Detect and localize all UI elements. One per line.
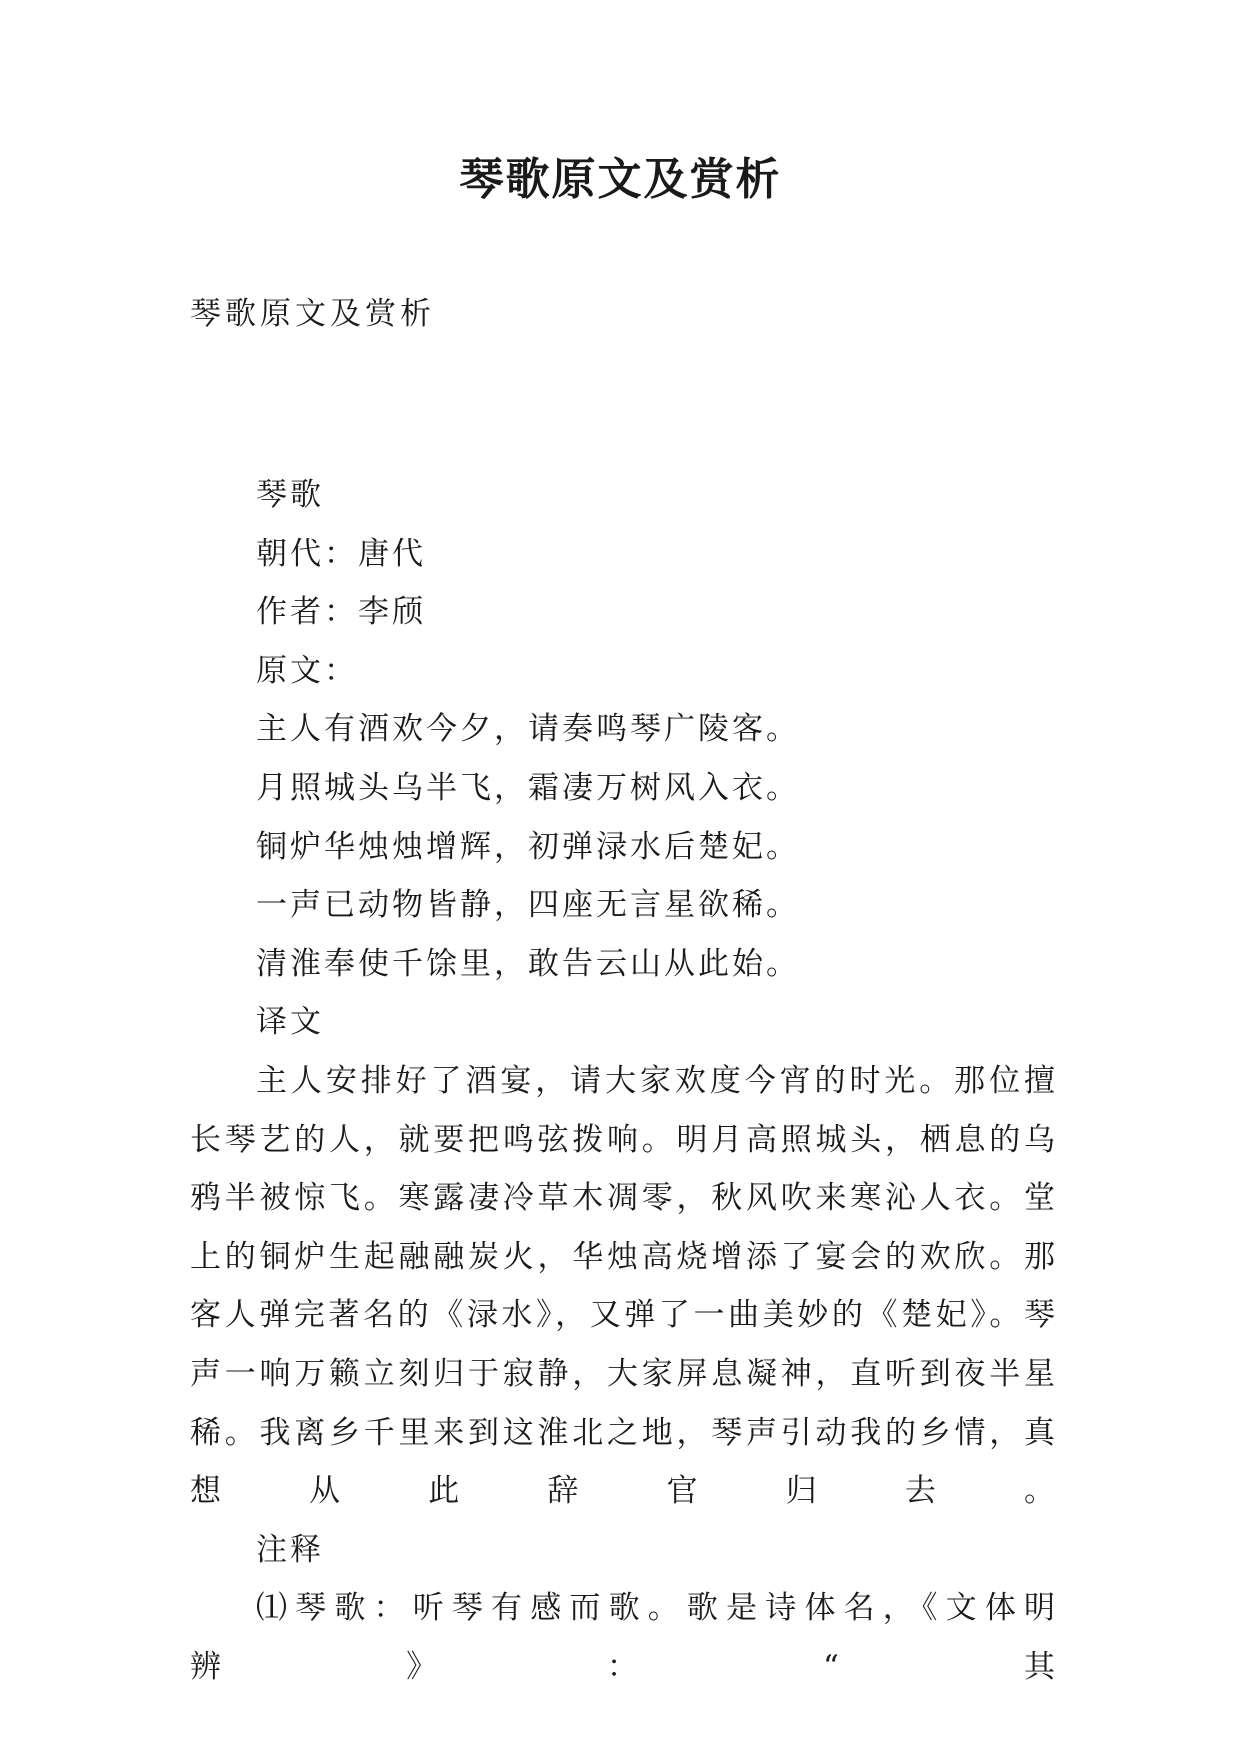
translation-paragraph: 主人安排好了酒宴，请大家欢度今宵的时光。那位擅长琴艺的人，就要把鸣弦拨响。明月高照城头，栖息的乌鸦半被惊飞。寒露凄冷草木凋零，秋风吹来寒沁人衣。堂上的铜炉生起融融炭火，华烛高烧增添了宴会的欢欣。那客人弹完著名的《渌水》，又弹了一曲美妙的《楚妃》。琴声一响万籁立刻归于寂静，大家屏息凝神，直听到夜半星稀。我离乡千里来到这淮北之地，琴声引动我的乡情，真想从此辞官归去。 [190, 1062, 1058, 1510]
document-title: 琴歌原文及赏析 [459, 154, 782, 205]
original-heading: 原文： [256, 652, 358, 689]
poem-line: 主人有酒欢今夕，请奏鸣琴广陵客。 [256, 711, 800, 748]
poem-line: 一声已动物皆静，四座无言星欲稀。 [256, 887, 800, 924]
note-item: ⑴琴歌：听琴有感而歌。歌是诗体名，《文体明辨》：“其 [190, 1590, 1058, 1685]
poem-line: 铜炉华烛烛增辉，初弹渌水后楚妃。 [256, 828, 800, 865]
notes-heading: 注释 [256, 1531, 324, 1568]
poem-title: 琴歌 [256, 477, 324, 513]
translation-heading: 译文 [256, 1004, 324, 1041]
poem-line: 清淮奉使千馀里，敢告云山从此始。 [256, 945, 800, 982]
document-subtitle: 琴歌原文及赏析 [190, 296, 435, 332]
poem-line: 月照城头乌半飞，霜凄万树风入衣。 [256, 769, 800, 806]
document-body [190, 466, 1058, 1696]
poem-author: 作者：李颀 [256, 594, 426, 631]
poem-dynasty: 朝代：唐代 [256, 535, 426, 572]
